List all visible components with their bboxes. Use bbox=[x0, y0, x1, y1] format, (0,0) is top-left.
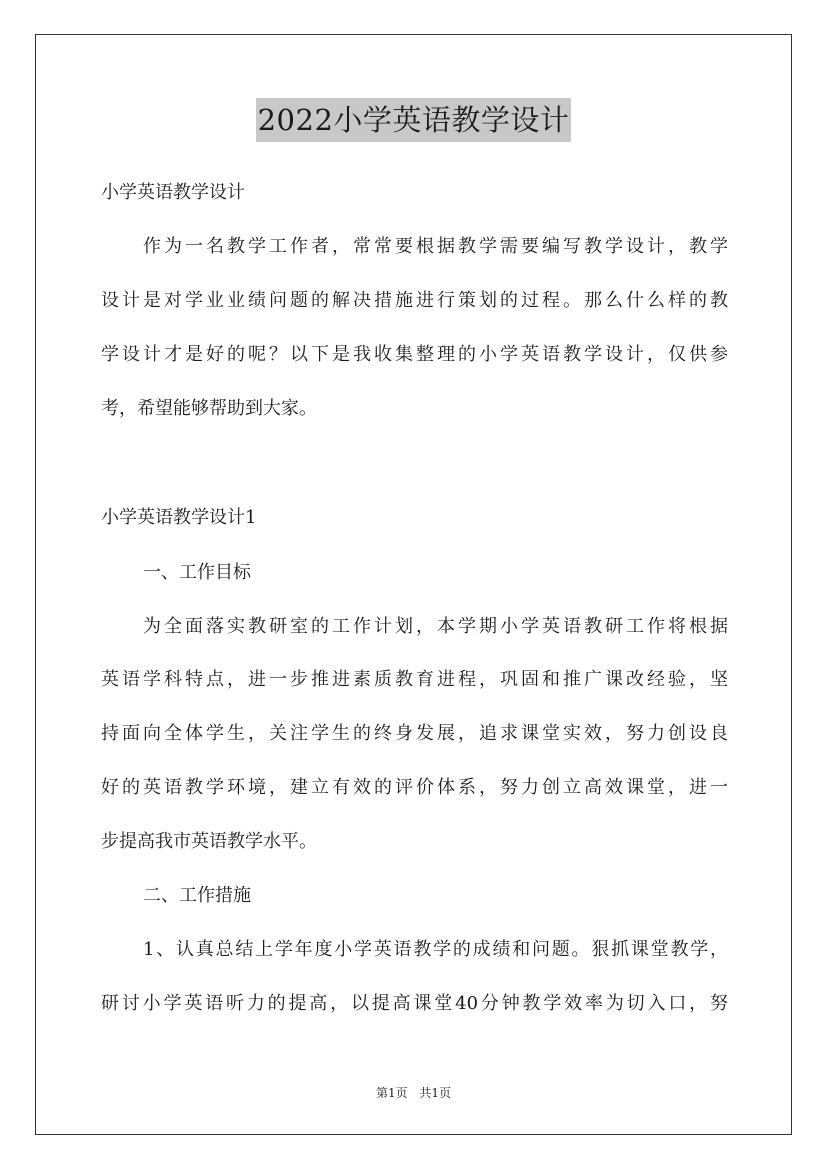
part1-line-1: 为全面落实教研室的工作计划，本学期小学英语教研工作将根据 bbox=[143, 616, 728, 637]
document-title: 2022小学英语教学设计 bbox=[256, 98, 572, 142]
intro-line-4: 考，希望能够帮助到大家。 bbox=[101, 398, 317, 419]
intro-line-2: 设计是对学业业绩问题的解决措施进行策划的过程。那么什么样的教 bbox=[101, 290, 728, 311]
page-number: 第1页 bbox=[375, 1086, 408, 1100]
section1-heading: 小学英语教学设计1 bbox=[101, 507, 257, 528]
part1-line-2: 英语学科特点，进一步推进素质教育进程，巩固和推广课改经验，坚 bbox=[101, 669, 728, 690]
intro-line-3: 学设计才是好的呢？以下是我收集整理的小学英语教学设计，仅供参 bbox=[101, 344, 728, 365]
part2-line-1: 1、认真总结上学年度小学英语教学的成绩和问题。狠抓课堂教学， bbox=[143, 939, 728, 960]
part1-line-5: 步提高我市英语教学水平。 bbox=[101, 831, 317, 852]
title-container bbox=[0, 98, 827, 142]
intro-line-1: 作为一名教学工作者，常常要根据教学需要编写教学设计，教学 bbox=[143, 236, 728, 257]
part1-line-3: 持面向全体学生，关注学生的终身发展，追求课堂实效，努力创设良 bbox=[101, 723, 728, 744]
part2-heading: 二、工作措施 bbox=[143, 885, 251, 906]
part1-heading: 一、工作目标 bbox=[143, 562, 251, 583]
part1-line-4: 好的英语教学环境，建立有效的评价体系，努力创立高效课堂，进一 bbox=[101, 777, 728, 798]
page-footer bbox=[0, 1084, 827, 1101]
part2-line-2: 研讨小学英语听力的提高，以提高课堂40分钟教学效率为切入口，努 bbox=[101, 993, 728, 1014]
page-total: 共1页 bbox=[419, 1086, 452, 1100]
subtitle: 小学英语教学设计 bbox=[101, 182, 245, 203]
